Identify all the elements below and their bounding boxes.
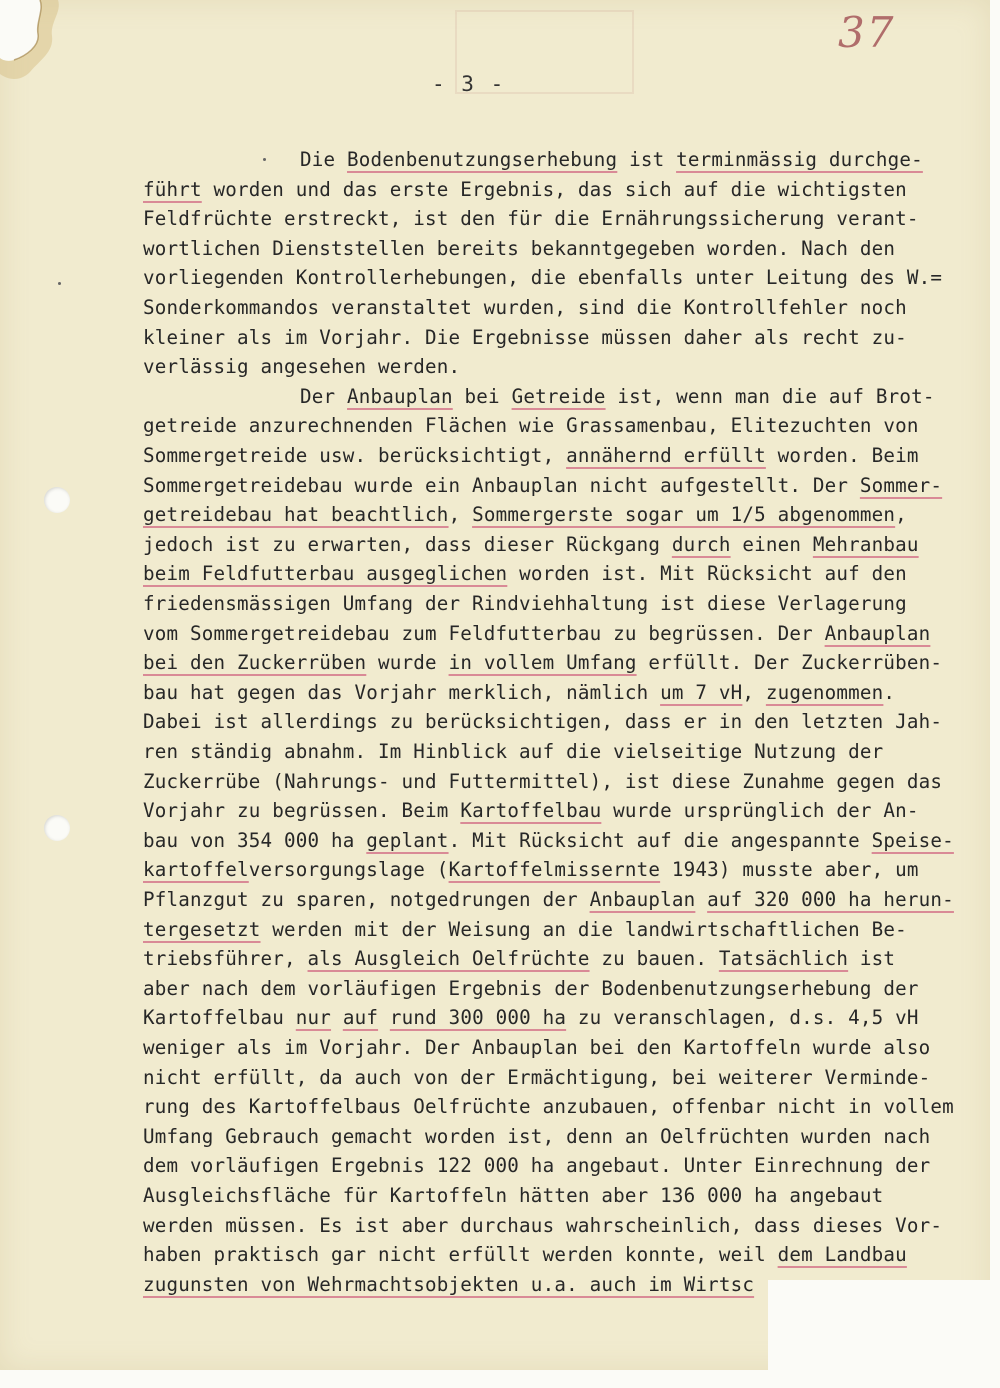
text-run: aber nach dem vorläufigen Ergebnis der Bodenbenutzungserhebung der <box>143 976 919 1000</box>
underlined-phrase: beim Feldfutterbau ausgeglichen <box>143 562 508 586</box>
text-run: 1943) musste aber, um <box>660 858 919 882</box>
punch-hole <box>44 487 70 513</box>
underlined-phrase: getreidebau hat beachtlich <box>143 503 449 527</box>
text-line <box>143 1240 907 1270</box>
text-run: worden. Beim <box>765 444 919 467</box>
underlined-phrase: nur <box>295 1006 332 1030</box>
text-line <box>143 855 919 885</box>
text-line <box>143 1270 754 1300</box>
text-run: rung des Kartoffelbaus Oelfrüchte anzubauen, offenbar nicht in vollem <box>143 1095 954 1119</box>
text-run: friedensmässigen Umfang der Rindviehhaltung ist diese Verlagerung <box>143 592 907 615</box>
underlined-phrase: Tatsächlich <box>718 947 849 971</box>
text-run: Umfang Gebrauch gemacht worden ist, denn an Oelfrüchten wurden nach <box>143 1124 931 1148</box>
underlined-phrase: annähernd erfüllt <box>566 444 766 467</box>
text-run: Ausgleichsfläche für Kartoffeln hätten aber 136 000 ha angebaut <box>143 1184 884 1207</box>
text-run: wurde ursprünglich der An- <box>601 799 919 823</box>
text-run <box>695 888 707 911</box>
text-run: bei <box>452 384 512 408</box>
text-line <box>143 530 919 560</box>
text-run: vom Sommergetreidebau zum Feldfutterbau zu begrüssen. Der <box>143 621 825 645</box>
text-line <box>143 1092 954 1122</box>
torn-lower-corner <box>768 1280 990 1370</box>
text-line <box>143 915 907 945</box>
text-line <box>300 382 935 412</box>
underlined-phrase: Kartoffelbau <box>460 799 602 823</box>
text-line <box>143 767 942 797</box>
text-run: dem vorläufigen Ergebnis 122 000 ha angebaut. Unter Einrechnung der <box>143 1154 931 1178</box>
text-run: ren ständig abnahm. Im Hinblick auf die vielseitige Nutzung der <box>143 740 884 763</box>
text-line <box>143 737 883 767</box>
text-line <box>143 796 919 826</box>
underlined-phrase: Getreide <box>511 384 606 408</box>
text-run: . <box>883 680 896 704</box>
text-line <box>143 707 942 737</box>
text-line <box>143 204 919 234</box>
underlined-phrase: geplant <box>366 828 449 852</box>
underlined-phrase: zugenommen <box>765 680 884 704</box>
text-run: jedoch ist zu erwarten, dass dieser Rückgang <box>143 532 672 556</box>
text-run: verlässig angesehen werden. <box>143 355 461 379</box>
underlined-phrase: durch <box>671 532 731 556</box>
underlined-phrase: um 7 vH <box>660 680 743 704</box>
underlined-phrase: Kartoffelmissernte <box>448 858 661 882</box>
text-line <box>143 293 907 323</box>
text-run: vorliegenden Kontrollerhebungen, die ebenfalls unter Leitung des W.= <box>143 266 943 290</box>
punch-hole <box>44 815 70 841</box>
text-line <box>300 145 923 175</box>
text-line <box>143 263 942 293</box>
underlined-phrase: führt <box>143 177 202 201</box>
text-run: , <box>742 680 766 704</box>
ink-dot <box>263 158 266 161</box>
text-line <box>143 175 907 205</box>
text-run: . Mit Rücksicht auf die angespannte <box>448 828 872 852</box>
underlined-phrase: Bodenbenutzungserhebung <box>347 148 618 171</box>
text-run: ist <box>617 148 677 171</box>
text-run: wurde <box>366 651 449 675</box>
text-run: Sonderkommandos veranstaltet wurden, sind die Kontrollfehler noch <box>143 296 907 319</box>
text-line <box>143 944 895 974</box>
text-run: werden mit der Weisung an die landwirtschaftlichen Be- <box>260 917 907 941</box>
ink-dot <box>58 282 61 285</box>
text-line <box>143 1211 942 1241</box>
text-run: zu bauen. <box>589 947 719 971</box>
text-line <box>143 1033 930 1063</box>
text-run: haben praktisch gar nicht erfüllt werden konnte, weil <box>143 1243 778 1267</box>
underlined-phrase: Anbauplan <box>347 384 453 408</box>
text-run: nicht erfüllt, da auch von der Ermächtigung, bei weiterer Verminde- <box>143 1065 931 1089</box>
text-run: Sommergetreide usw. berücksichtigt, <box>143 444 567 467</box>
text-run: worden ist. Mit Rücksicht auf den <box>507 562 907 586</box>
text-line <box>143 678 895 708</box>
underlined-phrase: auf <box>342 1006 379 1030</box>
underlined-phrase: zugunsten von Wehrmachtsobjekten u.a. auch im Wirtsc <box>143 1272 755 1296</box>
text-run: Sommergetreidebau wurde ein Anbauplan nicht aufgestellt. Der <box>143 473 860 497</box>
text-run: wortlichen Dienststellen bereits bekanntgegeben worden. Nach den <box>143 236 896 260</box>
underlined-phrase: Sommer- <box>859 473 943 497</box>
text-run: ist <box>848 947 896 971</box>
text-run: triebsführer, <box>143 947 308 971</box>
text-run: einen <box>730 532 813 556</box>
text-run: versorgungslage ( <box>248 858 449 882</box>
text-line <box>143 826 954 856</box>
text-run: Zuckerrübe (Nahrungs- und Futtermittel), ist diese Zunahme gegen das <box>143 769 943 793</box>
text-run: weniger als im Vorjahr. Der Anbauplan bei den Kartoffeln wurde also <box>143 1036 931 1059</box>
text-run: Der <box>300 384 348 408</box>
underlined-phrase: in vollem Umfang <box>448 651 637 675</box>
text-run: bau hat gegen das Vorjahr merklich, nämlich <box>143 680 661 704</box>
underlined-phrase: Speise- <box>871 828 954 852</box>
text-run: Dabei ist allerdings zu berücksichtigen, dass er in den letzten Jah- <box>143 710 943 734</box>
text-line <box>143 500 907 530</box>
text-run: Feldfrüchte erstreckt, ist den für die Ernährungssicherung verant- <box>143 207 919 231</box>
underlined-phrase: Mehranbau <box>812 532 919 556</box>
text-run: worden und das erste Ergebnis, das sich auf die wichtigsten <box>201 177 907 201</box>
text-line <box>143 974 919 1004</box>
text-line <box>143 234 895 264</box>
text-line <box>143 619 930 649</box>
text-run: Vorjahr zu begrüssen. Beim <box>143 799 461 823</box>
underlined-phrase: auf 320 000 ha herun- <box>707 888 954 911</box>
text-line <box>143 441 919 471</box>
text-run <box>331 1006 343 1029</box>
torn-corner-stain <box>0 0 78 90</box>
text-line <box>143 1181 883 1211</box>
text-run <box>378 1006 390 1029</box>
text-line <box>143 559 907 589</box>
text-line <box>143 1063 930 1093</box>
text-run: , <box>448 503 473 527</box>
page-number: - 3 - <box>432 72 506 96</box>
text-line <box>143 589 907 619</box>
text-line <box>143 885 954 915</box>
underlined-phrase: terminmässig durchge- <box>676 148 923 171</box>
text-run: erfüllt. Der Zuckerrüben- <box>636 651 943 675</box>
text-run: getreide anzurechnenden Flächen wie Grassamenbau, Elitezuchten von <box>143 414 919 438</box>
text-line <box>143 1122 930 1152</box>
text-run: werden müssen. Es ist aber durchaus wahrscheinlich, dass dieses Vor- <box>143 1213 943 1237</box>
text-run: kleiner als im Vorjahr. Die Ergebnisse müssen daher als recht zu- <box>143 325 907 349</box>
text-line <box>143 352 460 382</box>
text-line <box>143 323 907 353</box>
underlined-phrase: tergesetzt <box>143 917 261 941</box>
text-run: Pflanzgut zu sparen, notgedrungen der <box>143 888 590 911</box>
text-run: Kartoffelbau <box>143 1006 296 1030</box>
underlined-phrase: als Ausgleich Oelfrüchte <box>307 947 590 971</box>
underlined-phrase: Sommergerste sogar um 1/5 abgenommen <box>472 503 896 527</box>
text-line <box>143 1151 930 1181</box>
text-run: zu veranschlagen, d.s. 4,5 vH <box>566 1006 919 1030</box>
underlined-phrase: kartoffel <box>143 858 249 882</box>
text-line <box>143 411 919 441</box>
text-run: bau von 354 000 ha <box>143 828 367 852</box>
text-line <box>143 648 942 678</box>
text-run: Die <box>300 148 348 171</box>
text-line <box>143 471 942 501</box>
text-line <box>143 1003 919 1033</box>
underlined-phrase: dem Landbau <box>777 1243 907 1267</box>
underlined-phrase: bei den Zuckerrüben <box>143 651 367 675</box>
text-run: , <box>895 503 907 527</box>
underlined-phrase: Anbauplan <box>824 621 931 645</box>
handwritten-folio-number: 37 <box>838 8 896 57</box>
underlined-phrase: rund 300 000 ha <box>389 1006 567 1030</box>
underlined-phrase: Anbauplan <box>589 888 696 911</box>
text-run: ist, wenn man die auf Brot- <box>605 384 935 408</box>
